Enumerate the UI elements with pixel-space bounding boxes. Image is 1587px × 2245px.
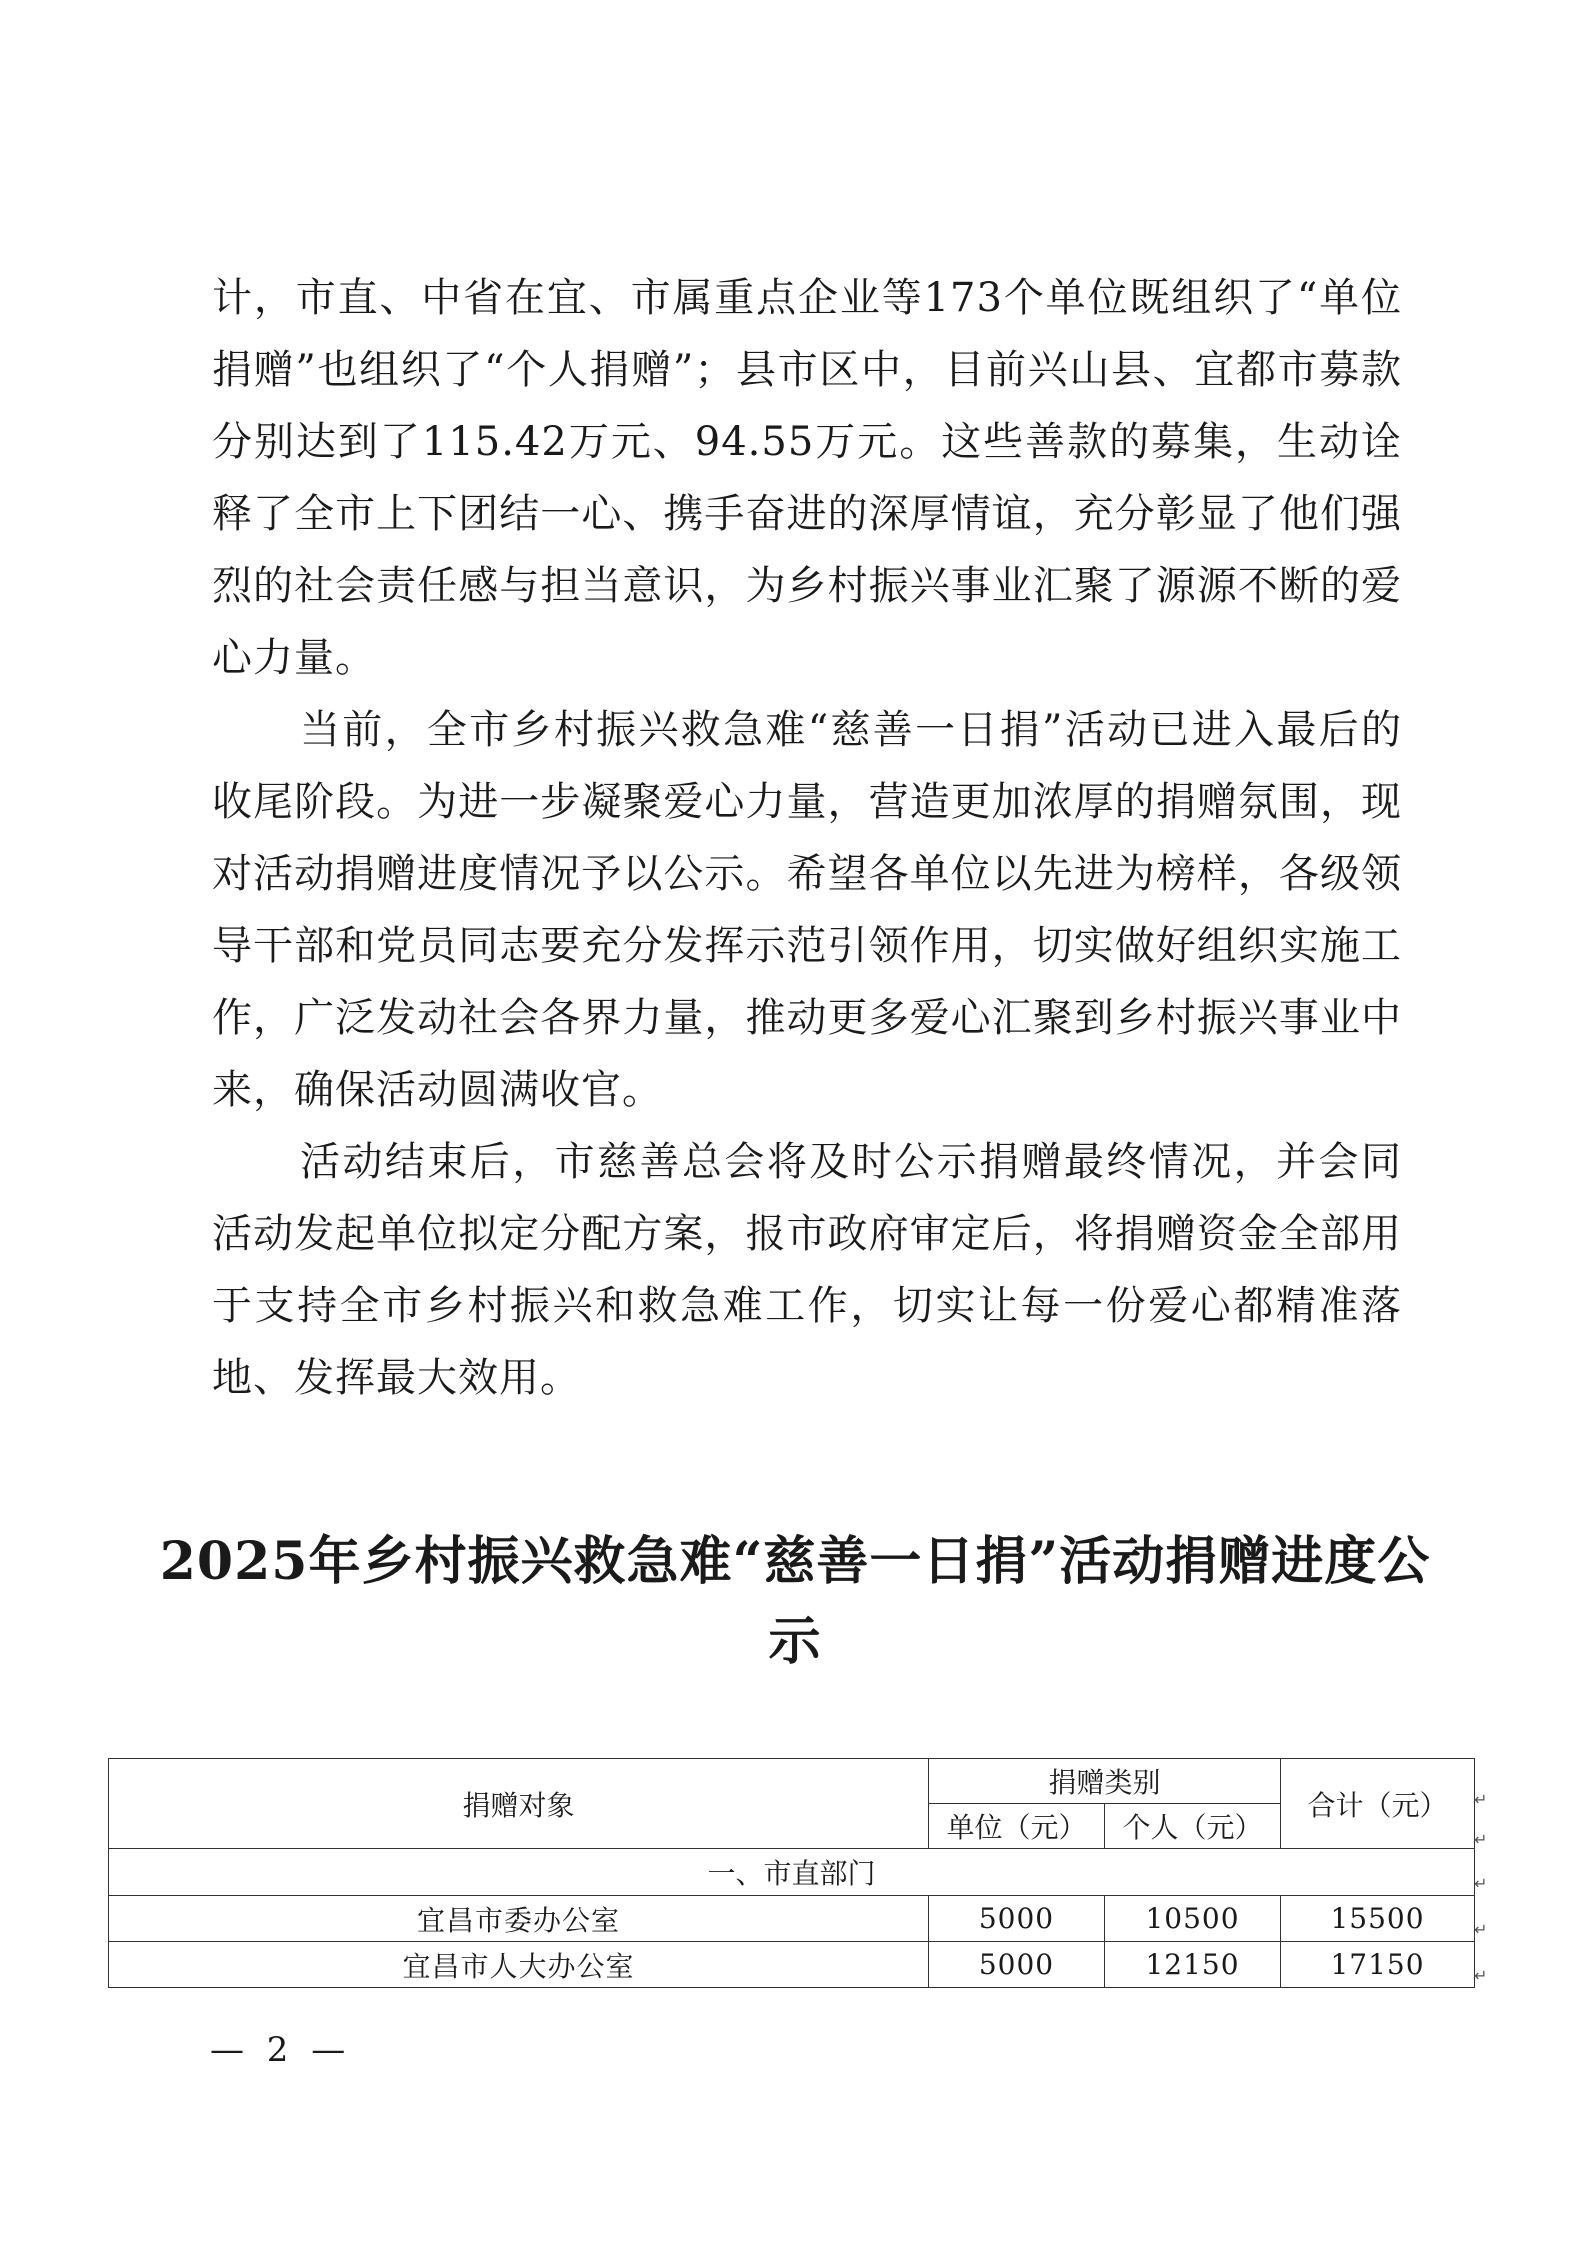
table-title: 2025年乡村振兴救急难“慈善一日捐”活动捐赠进度公示 <box>159 1531 1431 1672</box>
row-total: 17150 <box>1281 1942 1475 1988</box>
paragraph-mark-icon: ↵ <box>1474 1830 1488 1849</box>
page-number: — 2 — <box>210 2030 352 2070</box>
row-unit: 5000 <box>929 1942 1105 1988</box>
table-section-row <box>109 1849 1475 1896</box>
paragraph-1: 计，市直、中省在宜、市属重点企业等173个单位既组织了“单位捐赠”也组织了“个人捐赠”；县市区中，目前兴山县、宜都市募款分别达到了115.42万元、94.55万元。这些善款的募集，生动诠释了全市上下团结一心、携手奋进的深厚情谊，充分彰显了他们强烈的社会责任感与担当意识，为乡村振兴事业汇聚了源源不断的爱心力量。 <box>212 275 1402 681</box>
table-row <box>109 1896 1475 1942</box>
row-unit: 5000 <box>929 1896 1105 1942</box>
row-name: 宜昌市委办公室 <box>109 1896 929 1942</box>
header-unit: 单位（元） <box>929 1804 1105 1849</box>
table-header-row-1 <box>109 1759 1475 1804</box>
section-title: 一、市直部门 <box>109 1849 1475 1896</box>
table-row <box>109 1942 1475 1988</box>
row-name: 宜昌市人大办公室 <box>109 1942 929 1988</box>
header-category: 捐赠类别 <box>929 1759 1281 1804</box>
donation-table <box>108 1758 1475 1988</box>
paragraph-mark-icon: ↵ <box>1474 1874 1488 1893</box>
row-total: 15500 <box>1281 1896 1475 1942</box>
body-text <box>212 262 1402 1414</box>
header-personal: 个人（元） <box>1105 1804 1281 1849</box>
header-total: 合计（元） <box>1281 1759 1475 1849</box>
paragraph-3: 活动结束后，市慈善总会将及时公示捐赠最终情况，并会同活动发起单位拟定分配方案，报市政府审定后，将捐赠资金全部用于支持全市乡村振兴和救急难工作，切实让每一份爱心都精准落地、发挥最大效用。 <box>212 1139 1402 1401</box>
paragraph-2: 当前，全市乡村振兴救急难“慈善一日捐”活动已进入最后的收尾阶段。为进一步凝聚爱心力量，营造更加浓厚的捐赠氛围，现对活动捐赠进度情况予以公示。希望各单位以先进为榜样，各级领导干部和党员同志要充分发挥示范引领作用，切实做好组织实施工作，广泛发动社会各界力量，推动更多爱心汇聚到乡村振兴事业中来，确保活动圆满收官。 <box>212 707 1402 1113</box>
row-personal: 10500 <box>1105 1896 1281 1942</box>
donation-table-wrap <box>108 1758 1474 1988</box>
paragraph-mark-icon: ↵ <box>1474 1920 1488 1939</box>
row-personal: 12150 <box>1105 1942 1281 1988</box>
header-object: 捐赠对象 <box>109 1759 929 1849</box>
paragraph-mark-icon: ↵ <box>1474 1966 1488 1985</box>
paragraph-mark-icon: ↵ <box>1474 1790 1488 1809</box>
